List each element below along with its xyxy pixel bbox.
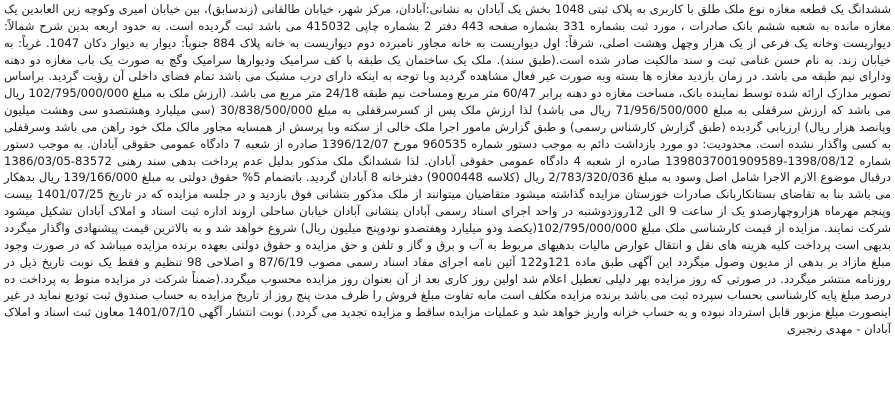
notice-signature: معاون ثبت اسناد و املاک آبادان - مهدی رنجبری xyxy=(4,305,891,337)
notice-body: ششدانگ یک قطعه مغازه نوع ملک طلق با کاربری به پلاک ثبتی 1048 بخش یک آبادان به نشانی:آبادان، مرکز شهر، خیابان طالقانی (زندسابق)، بین خیابان امیری وکوچه زین العابدین یک مغازه مانده به شعبه ششم بانک صادرات ، مورد ثبت بشماره 331 بشماره صفحه 443 دفتر 2 بشماره چاپی 415032 می باشد ثبت گردیده است. به حدود اربعه بدین شرح شمالاً: دیواریست وخانه یک فرعی از یک هزار وچهل وهشت اصلی، شرقاً: اول دیواریست به خانه مجاور نامبرده دوم دیواریست به خانه پلاک 884 جنوباً: دیوار به دیوار دکان 1047. غرباً: به خیابان زند. به نام حسن غنامی ثبت و سند مالکیت صادر شده است.(طبق سند). ملک یک ساختمان یک طبقه با کف سرامیک ودیوارها سرامیک وگچ به صورت یک باب مغازه دو دهنه ودارای نیم طبقه می باشد. در زمان بازدید مغازه ها بسته وبه صورت غیر فعال مشاهده گردید وبا توجه به اینکه دارای درب مشبک می باشد تمام فضای داخلی آن رؤیت گردید. براساس تصویر مدارک ارائه شده توسط نماینده بانک، مساحت مغازه دو دهنه برابر 60/47 متر مربع ومساحت نیم طبقه 24/18 متر مربع می باشد. (ارزش ملک به مبلغ 102/795/000/000 ریال می باشد که ارزش سرقفلی به مبلغ 71/956/500/000 ریال می باشد) لذا ارزش ملک پس از کسرسرقفلی به مبلغ 30/838/500/000 (سی میلیارد وهشتصدو سی وهشت میلیون وپانصد هزار ریال) ارزیابی گردیده (طبق گزارش کارشناس رسمی) و طبق گزارش مامور اجرا ملک خالی از سکنه وبا پرسش از همسایه مجاور مالک ملک خود راهن می باشد وسرقفلی به کسی واگذار نشده است. محدودیت: دو مورد بازداشت دائم به موجب دستور شماره 960535 مورخ 1396/12/07 صادره از شعبه 7 دادگاه عمومی حقوقی آبادان. به موجب دستور شماره 1398/08/12-1398037001909589 صادره از شعبه 4 دادگاه عمومی حقوقی آبادان. لذا ششدانگ ملک مذکور بدلیل عدم پرداخت بدهی سند رهنی 83572-1386/03/05 درقبال موضوع الازم الاجرا شامل اصل وسود به مبلغ 2/783/320/036 ریال (کلاسه 9000448) دفترخانه 8 آبادان گردید. باتضمام 5% حقوق دولتی به مبلغ 139/166/000 ریال بدهکار می باشد بنا به تقاضای بستانکاربانک صادرات خوزستان مزایده گذاشته میشود متقاضیان میتوانند از ملک مذکور بتشانی فوق بازدید و در جلسه مزایده که در تاریخ 1401/07/25 بیست وپنجم مهرماه هزاروچهارصدو یک از ساعت 9 الی 12روزدوشنبه در واحد اجرای اسناد رسمی آبادان بنشانی آبادان خیابان ساحلی اروند اداره ثبت اسناد و املاک آبادان تشکیل میشود شرکت نمایند. مزایده از قیمت کارشناسی ملک مبلغ 102/795/000/000(یکصد ودو میلیارد وهفتصدو نودوپنج میلیون ریال) شروع خواهد شد و به بالاترین قیمت پیشنهادی واگذار میگردد بدیهی است پرداخت کلیه هزینه های نقل و انتقال عوارض مالیات بدهیهای مربوط به آب و برق و گاز و تلفن و حق مزایده و حقوق دولتی بعهده برنده مزایده میباشد که در صورت وجود مبلغ مازاد بر بدهی از مدیون وصول میگردد این آگهی طبق ماده 121و122 آئین نامه اجرای مفاد اسناد رسمی مصوب 87/6/19 و اصلاحی 98 تنظیم و فقط یک نوبت تاریخ ذیل در روزنامه منتشر میگردد. در صورتی که روز مزایده بهر دلیلی تعطیل اعلام شد اولین روز کاری بعد از آن بعنوان روز مزایده محسوب میگردد.(ضمناً شرکت در مزایده منوط به پرداخت ده درصد مبلغ پایه کارشناسی بحساب سپرده ثبت می باشد برنده مزایده مکلف است مابه تفاوت مبلغ فروش را ظرف مدت پنج روز از تاریخ مزایده به حساب صندوق ثبت تودیع نماید در غیر اینصورت مبلغ مزبور قابل استرداد نبوده و به حساب خزانه واریز خواهد شد و عملیات مزایده ساقط و مزایده تجدید می گردد.) نوبت انتشار آگهی 1401/07/10 xyxy=(4,2,892,320)
notice-paragraph xyxy=(4,1,891,338)
